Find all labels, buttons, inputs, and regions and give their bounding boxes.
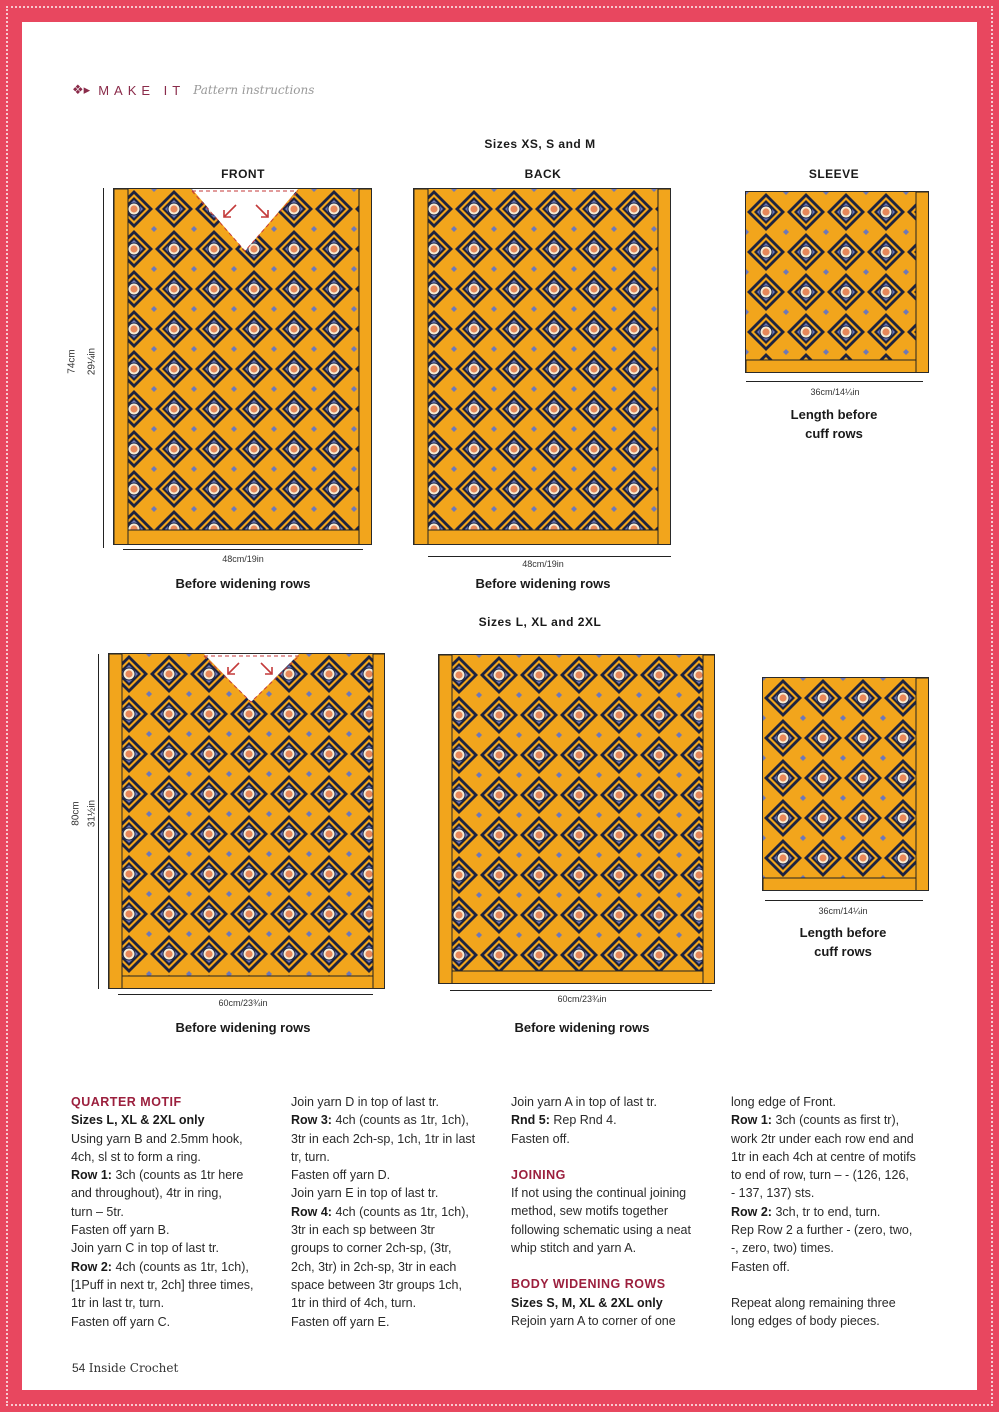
back-width-line xyxy=(428,556,671,557)
text-line: Rep Row 2 a further - (zero, two, xyxy=(731,1223,913,1238)
row-label: Row 2: xyxy=(71,1259,112,1274)
sleeve-large-caption-2: cuff rows xyxy=(814,944,872,959)
sleeve-width-line xyxy=(746,381,923,382)
text-line: groups to corner 2ch-sp, (3tr, xyxy=(291,1241,452,1256)
text-line: 3ch (counts as 1tr here xyxy=(111,1168,244,1183)
front-panel-large xyxy=(108,653,385,989)
text-line: long edges of body pieces. xyxy=(731,1314,880,1329)
instructions-column-2 xyxy=(291,1093,501,1331)
quarter-motif-sizes: Sizes L, XL & 2XL only xyxy=(71,1113,205,1128)
sleeve-label: SLEEVE xyxy=(808,167,860,181)
row-label: Row 4: xyxy=(291,1204,332,1219)
text-line: 3tr in each sp between 3tr xyxy=(291,1223,435,1238)
text-line: following schematic using a neat xyxy=(511,1222,691,1237)
text-line: 3tr in each 2ch-sp, 1ch, 1tr in last xyxy=(291,1131,476,1146)
page-number: 54 xyxy=(72,1361,86,1375)
magazine-name: Inside Crochet xyxy=(88,1361,179,1375)
text-line: 1tr in last tr, turn. xyxy=(71,1296,165,1311)
front-height-cm: 74cm xyxy=(66,349,78,374)
header-arrow-icon: ❖▸ xyxy=(72,82,91,97)
text-line: Fasten off yarn C. xyxy=(71,1314,171,1329)
text-line: Join yarn D in top of last tr. xyxy=(291,1095,439,1109)
body-widening-heading: BODY WIDENING ROWS xyxy=(511,1277,666,1292)
text-line: work 2tr under each row end and xyxy=(731,1131,914,1146)
front-large-width-line xyxy=(118,994,373,995)
text-line: Join yarn C in top of last tr. xyxy=(71,1241,219,1256)
sleeve-caption-1: Length before xyxy=(790,407,878,422)
text-line: Rejoin yarn A to corner of one xyxy=(511,1313,676,1328)
back-large-caption: Before widening rows xyxy=(514,1020,650,1035)
sleeve-panel-large xyxy=(762,677,929,891)
text-line: long edge of Front. xyxy=(731,1095,836,1109)
text-line: Rep Rnd 4. xyxy=(549,1113,617,1128)
text-line: Join yarn A in top of last tr. xyxy=(511,1095,657,1109)
group1-title: Sizes XS, S and M xyxy=(484,137,596,151)
text-line: If not using the continual joining xyxy=(511,1186,687,1201)
front-height-line xyxy=(103,188,104,548)
text-line: 4ch (counts as 1tr, 1ch), xyxy=(331,1113,469,1128)
front-large-height-line xyxy=(98,654,99,989)
text-line: [1Puff in next tr, 2ch] three times, xyxy=(71,1277,254,1292)
sleeve-large-caption-1: Length before xyxy=(799,925,887,940)
text-line: 4ch (counts as 1tr, 1ch), xyxy=(111,1259,249,1274)
sleeve-width: 36cm/14¼in xyxy=(810,387,860,397)
text-line: Fasten off yarn E. xyxy=(291,1314,390,1329)
back-label: BACK xyxy=(524,167,562,181)
section-header xyxy=(72,80,314,100)
instructions-column-3 xyxy=(511,1093,721,1330)
text-line: space between 3tr groups 1ch, xyxy=(291,1277,462,1292)
text-line: whip stitch and yarn A. xyxy=(511,1241,637,1256)
text-line: Repeat along remaining three xyxy=(731,1295,896,1310)
header-subtitle: Pattern instructions xyxy=(193,83,315,97)
row-label: Row 1: xyxy=(71,1168,112,1183)
sleeve-large-width-line xyxy=(765,900,923,901)
row-label: Rnd 5: xyxy=(511,1113,550,1128)
front-label: FRONT xyxy=(221,167,265,181)
front-width: 48cm/19in xyxy=(222,554,264,564)
row-label: Row 1: xyxy=(731,1113,772,1128)
text-line: turn – 5tr. xyxy=(71,1204,124,1219)
text-line: Join yarn E in top of last tr. xyxy=(291,1186,439,1201)
text-line: -, zero, two) times. xyxy=(731,1241,834,1256)
back-panel-large xyxy=(438,654,715,984)
text-line: tr, turn. xyxy=(291,1149,330,1164)
text-line: Fasten off. xyxy=(511,1131,570,1146)
text-line: to end of row, turn – - (126, 126, xyxy=(731,1168,909,1183)
text-line: method, sew motifs together xyxy=(511,1204,669,1219)
sleeve-panel-small xyxy=(745,191,929,373)
front-large-height-in: 31½in xyxy=(86,799,98,828)
front-large-height-cm: 80cm xyxy=(70,801,82,826)
text-line: 1tr in third of 4ch, turn. xyxy=(291,1296,417,1311)
text-line: - 137, 137) sts. xyxy=(731,1186,815,1201)
text-line: Fasten off yarn B. xyxy=(71,1223,170,1238)
front-large-caption: Before widening rows xyxy=(175,1020,311,1035)
front-large-width: 60cm/23¾in xyxy=(218,998,268,1008)
instructions-column-4 xyxy=(731,1093,941,1331)
back-width: 48cm/19in xyxy=(522,559,564,569)
text-line: 1tr in each 4ch at centre of motifs xyxy=(731,1149,916,1164)
joining-heading: JOINING xyxy=(511,1167,566,1182)
text-line: 2ch, 3tr) in 2ch-sp, 3tr in each xyxy=(291,1259,457,1274)
instructions-column-1 xyxy=(71,1093,281,1331)
front-width-line xyxy=(123,549,363,550)
header-section: MAKE IT xyxy=(98,82,186,98)
text-line: 3ch (counts as first tr), xyxy=(771,1113,900,1128)
page-footer xyxy=(72,1361,178,1375)
text-line: 4ch, sl st to form a ring. xyxy=(71,1149,201,1164)
text-line: Fasten off. xyxy=(731,1259,790,1274)
back-caption: Before widening rows xyxy=(475,576,611,591)
group2-title: Sizes L, XL and 2XL xyxy=(478,615,602,629)
back-large-width-line xyxy=(450,990,712,991)
text-line: 4ch (counts as 1tr, 1ch), xyxy=(331,1204,469,1219)
row-label: Row 3: xyxy=(291,1113,332,1128)
sleeve-caption-2: cuff rows xyxy=(805,426,863,441)
text-line: Fasten off yarn D. xyxy=(291,1168,391,1183)
front-height-in: 29¼in xyxy=(86,347,98,376)
text-line: Using yarn B and 2.5mm hook, xyxy=(71,1131,243,1146)
front-panel-small xyxy=(113,188,372,545)
body-widening-sizes: Sizes S, M, XL & 2XL only xyxy=(511,1295,663,1310)
front-caption: Before widening rows xyxy=(175,576,311,591)
sleeve-large-width: 36cm/14¼in xyxy=(818,906,868,916)
back-panel-small xyxy=(413,188,671,545)
text-line: and throughout), 4tr in ring, xyxy=(71,1186,222,1201)
quarter-motif-heading: QUARTER MOTIF xyxy=(71,1095,182,1109)
row-label: Row 2: xyxy=(731,1204,772,1219)
back-large-width: 60cm/23¾in xyxy=(557,994,607,1004)
text-line: 3ch, tr to end, turn. xyxy=(771,1204,881,1219)
